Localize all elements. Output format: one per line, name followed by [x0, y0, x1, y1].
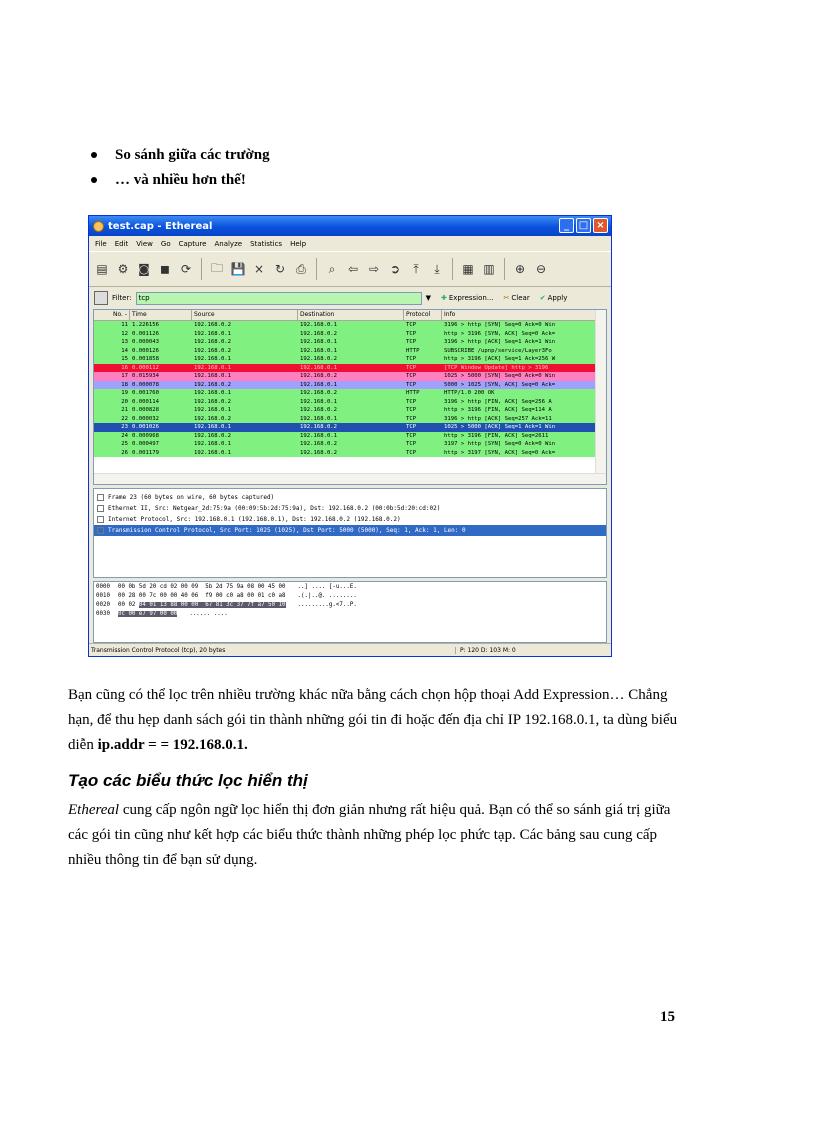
menu-edit[interactable]: Edit [114, 239, 129, 248]
packet-cell-proto: TCP [406, 339, 417, 345]
packet-cell-dst: 192.168.0.2 [300, 373, 338, 379]
packet-row[interactable] [94, 440, 606, 449]
packet-cell-info: http > 3197 [SYN, ACK] Seq=0 Ack= [444, 449, 556, 456]
packet-row[interactable] [94, 355, 606, 364]
packet-cell-dst: 192.168.0.2 [300, 424, 338, 430]
packet-row[interactable] [94, 364, 606, 373]
zoom-in-icon[interactable]: ⊕ [514, 262, 526, 276]
toolbar-separator [452, 258, 453, 280]
packet-cell-time: 0.000968 [132, 432, 159, 439]
packet-cell-info: 1025 > 5000 [ACK] Seq=1 Ack=1 Win [444, 424, 556, 430]
page-number: 15 [660, 1009, 675, 1025]
column-header[interactable]: Info [442, 310, 604, 320]
packet-cell-src: 192.168.0.1 [194, 356, 232, 362]
packet-list-horizontal-scrollbar[interactable] [94, 473, 606, 484]
packet-cell-src: 192.168.0.1 [194, 407, 232, 413]
packet-cell-no: 17 [121, 373, 128, 379]
packet-cell-no: 14 [121, 347, 128, 354]
packet-cell-time: 0.000828 [132, 407, 159, 413]
packet-cell-src: 192.168.0.1 [194, 441, 232, 447]
packet-bytes-pane [93, 581, 607, 643]
packet-cell-no: 15 [121, 356, 128, 362]
open-folder-icon[interactable]: 🗀 [210, 260, 223, 275]
maximize-button[interactable]: □ [576, 218, 591, 233]
packet-cell-info: 3196 > http [FIN, ACK] Seq=256 A [444, 398, 552, 405]
packet-cell-no: 16 [121, 364, 128, 371]
menu-capture[interactable]: Capture [178, 239, 207, 248]
toolbar-separator [316, 258, 317, 280]
packet-cell-time: 0.015934 [132, 373, 159, 379]
packet-cell-time: 0.001760 [132, 390, 159, 396]
close-file-icon[interactable]: × [253, 262, 265, 276]
column-header[interactable]: Time [130, 310, 192, 320]
hex-ascii: .........g.<7..P. [297, 602, 357, 608]
section-heading: Tạo các biểu thức lọc hiển thị [68, 771, 308, 790]
back-arrow-icon[interactable]: ⇦ [347, 262, 359, 276]
detail-tree-row[interactable] [94, 492, 606, 503]
packet-cell-time: 0.001179 [132, 449, 159, 456]
packet-cell-no: 26 [121, 449, 128, 456]
packet-cell-src: 192.168.0.2 [194, 347, 232, 354]
packet-cell-src: 192.168.0.1 [194, 424, 232, 430]
forward-arrow-icon[interactable]: ⇨ [368, 262, 380, 276]
status-right: P: 120 D: 103 M: 0 [460, 646, 516, 654]
packet-cell-dst: 192.168.0.2 [300, 330, 338, 337]
packet-cell-src: 192.168.0.2 [194, 398, 232, 405]
restart-icon[interactable]: ⟳ [180, 262, 192, 276]
packet-cell-info: 3196 > http [ACK] Seq=1 Ack=1 Win [444, 339, 556, 345]
packet-cell-src: 192.168.0.1 [194, 330, 232, 337]
hex-bytes-highlighted: 0c 00 e7 97 00 00 [117, 611, 178, 617]
check-icon: ✔ [539, 294, 546, 302]
paragraph-display-filters: Ethereal cung cấp ngôn ngữ lọc hiển thị đơn giản nhưng rất hiệu quả. Bạn có thể so sánh giá trị giữa các gói tin cũng như kết hợp các biểu thức thành những phép lọc phức tạp. Các bảng sau cung cấp nhiều thông tin để bạn sử dụng. [68, 802, 671, 868]
packet-cell-proto: TCP [406, 330, 417, 337]
hex-ascii: .(.|..@. ........ [297, 593, 357, 599]
hex-row [94, 601, 606, 610]
bullet-item: So sánh giữa các trường [88, 143, 270, 168]
menu-file[interactable]: File [95, 239, 107, 248]
packet-row[interactable] [94, 423, 606, 432]
packet-cell-dst: 192.168.0.2 [300, 356, 338, 362]
menu-view[interactable]: View [136, 239, 153, 248]
packet-cell-time: 0.000126 [132, 347, 159, 354]
title-bar [89, 216, 611, 236]
packet-cell-proto: TCP [406, 432, 417, 439]
packet-cell-time: 0.001858 [132, 356, 159, 362]
plus-icon: ✚ [440, 294, 447, 302]
packet-cell-proto: TCP [406, 407, 417, 413]
packet-list-vertical-scrollbar[interactable] [595, 310, 606, 474]
detail-text: Ethernet II, Src: Netgear_2d:75:9a (00:09:5b:2d:75:9a), Dst: 192.168.0.2 (00:0b:5d:20:cd:02) [108, 505, 441, 512]
packet-row[interactable] [94, 381, 606, 390]
packet-cell-no: 20 [121, 398, 128, 405]
packet-cell-time: 1.226156 [132, 322, 159, 328]
packet-cell-no: 25 [121, 441, 128, 447]
packet-cell-proto: TCP [406, 441, 417, 447]
hex-offset: 0020 [96, 602, 110, 608]
packet-cell-src: 192.168.0.2 [194, 381, 232, 388]
toolbar-separator [201, 258, 202, 280]
hex-offset: 0000 [96, 584, 110, 590]
goto-icon[interactable]: ➲ [389, 262, 401, 276]
packet-cell-info: 5000 > 1025 [SYN, ACK] Seq=0 Ack= [444, 381, 556, 388]
packet-cell-src: 192.168.0.1 [194, 373, 232, 379]
packet-cell-no: 19 [121, 390, 128, 396]
packet-cell-info: 3197 > http [SYN] Seq=0 Ack=0 Win [444, 441, 556, 447]
ethereal-app-icon [93, 221, 104, 232]
column-header[interactable]: No. - [94, 310, 130, 320]
clear-button[interactable]: ✂ Clear [503, 294, 530, 302]
packet-cell-no: 13 [121, 339, 128, 345]
bottom-icon[interactable]: ⤓ [434, 261, 440, 276]
packet-cell-proto: TCP [406, 415, 417, 422]
packet-row[interactable] [94, 347, 606, 356]
packet-cell-src: 192.168.0.2 [194, 432, 232, 439]
menu-go[interactable]: Go [160, 239, 171, 248]
hex-bytes: 00 0b 5d 20 cd 02 00 09 5b 2d 75 9a 08 00 45 00 [117, 584, 286, 590]
packet-cell-src: 192.168.0.2 [194, 322, 232, 328]
packet-row[interactable] [94, 321, 606, 330]
packet-cell-time: 0.000078 [132, 381, 159, 388]
packet-row[interactable] [94, 330, 606, 339]
start-capture-icon[interactable]: ◙ [138, 262, 150, 276]
expand-icon[interactable] [97, 527, 104, 534]
packet-cell-proto: TCP [406, 424, 417, 430]
packet-cell-info: SUBSCRIBE /upnp/service/Layer3Fo [444, 347, 552, 354]
menu-analyze[interactable]: Analyze [214, 239, 243, 248]
menu-statistics[interactable]: Statistics [250, 239, 283, 248]
ethereal-window [88, 215, 612, 657]
detail-tree-row[interactable] [94, 514, 606, 525]
packet-cell-proto: TCP [406, 449, 417, 456]
packet-cell-dst: 192.168.0.1 [300, 381, 338, 388]
packet-cell-proto: TCP [406, 356, 417, 362]
detail-tree-row[interactable] [94, 503, 606, 514]
hex-ascii: ...... .... [189, 611, 228, 617]
hex-row [94, 583, 606, 592]
save-icon[interactable]: 💾 [230, 262, 246, 276]
hex-offset: 0010 [96, 593, 110, 599]
packet-cell-proto: TCP [406, 322, 417, 328]
packet-cell-no: 18 [121, 381, 128, 388]
column-header[interactable]: Protocol [404, 310, 442, 320]
reload-icon[interactable]: ↻ [274, 262, 286, 276]
minimize-button[interactable]: _ [559, 218, 574, 233]
filter-label[interactable]: Filter: [112, 294, 132, 302]
hex-bytes-highlighted: 04 01 13 88 00 00 67 81 3c 37 7f a7 50 10 [138, 602, 286, 608]
packet-cell-no: 22 [121, 415, 128, 422]
packet-cell-time: 0.001126 [132, 330, 159, 337]
packet-cell-no: 23 [121, 424, 128, 430]
packet-cell-info: 1025 > 5000 [SYN] Seq=0 Ack=0 Win [444, 373, 556, 379]
status-left: Transmission Control Protocol (tcp), 20 bytes [89, 647, 456, 654]
packet-cell-proto: TCP [406, 381, 417, 388]
packet-cell-dst: 192.168.0.1 [300, 339, 338, 345]
main-toolbar [89, 251, 611, 287]
packet-cell-time: 0.000032 [132, 415, 159, 422]
packet-cell-time: 0.000497 [132, 441, 159, 447]
packet-cell-time: 0.000114 [132, 398, 159, 405]
detail-text: Transmission Control Protocol, Src Port: 1025 (1025), Dst Port: 5000 (5000), Seq: 1, Ack: 1, Len: 0 [108, 527, 466, 534]
colorize-icon[interactable]: ▦ [462, 262, 474, 276]
hex-bytes: 00 02 [117, 602, 139, 608]
packet-row[interactable] [94, 398, 606, 407]
packet-list [93, 309, 607, 485]
detail-text: Internet Protocol, Src: 192.168.0.1 (192.168.0.1), Dst: 192.168.0.2 (192.168.0.2) [108, 516, 401, 523]
autoscroll-icon[interactable]: ▥ [483, 262, 495, 276]
hex-row [94, 592, 606, 601]
packet-cell-dst: 192.168.0.1 [300, 398, 338, 405]
packet-cell-info: http > 3196 [ACK] Seq=1 Ack=256 W [444, 356, 556, 362]
packet-cell-time: 0.000043 [132, 339, 159, 345]
packet-row[interactable] [94, 389, 606, 398]
packet-cell-src: 192.168.0.2 [194, 415, 232, 422]
packet-cell-proto: TCP [406, 373, 417, 379]
packet-cell-src: 192.168.0.1 [194, 449, 232, 456]
toolbar-separator [504, 258, 505, 280]
packet-cell-time: 0.001026 [132, 424, 159, 430]
hex-bytes: 00 28 00 7c 00 00 40 06 f9 00 c0 a8 00 01 c0 a8 [117, 593, 286, 599]
filter-expression-code: ip.addr = = 192.168.0.1. [97, 737, 248, 753]
apply-button[interactable]: ✔ Apply [539, 294, 568, 302]
packet-cell-info: [TCP Window Update] http > 3196 [444, 364, 549, 371]
packet-cell-proto: HTTP [406, 347, 420, 354]
packet-row[interactable] [94, 372, 606, 381]
packet-cell-proto: HTTP [406, 390, 420, 396]
filter-toolbar [89, 287, 611, 309]
packet-cell-info: http > 3196 [FIN, ACK] Seq=114 A [444, 407, 552, 413]
packet-cell-src: 192.168.0.1 [194, 390, 232, 396]
packet-cell-info: http > 3196 [SYN, ACK] Seq=0 Ack= [444, 330, 556, 337]
expand-icon[interactable] [97, 494, 104, 501]
stop-capture-icon[interactable]: ◼ [160, 262, 170, 276]
close-button[interactable]: × [593, 218, 608, 233]
packet-cell-proto: TCP [406, 364, 417, 371]
packet-row[interactable] [94, 338, 606, 347]
bullet-list [88, 143, 270, 193]
bullet-item: … và nhiều hơn thế! [88, 168, 270, 193]
expand-icon[interactable] [97, 505, 104, 512]
find-icon[interactable]: ⌕ [328, 261, 336, 276]
window-title: test.cap - Ethereal [108, 220, 213, 232]
packet-cell-info: 3196 > http [SYN] Seq=0 Ack=0 Win [444, 322, 556, 328]
expression-button[interactable]: ✚ Expression... [440, 294, 494, 302]
detail-text: Frame 23 (60 bytes on wire, 60 bytes captured) [108, 494, 275, 501]
top-icon[interactable]: ⤒ [413, 261, 419, 276]
packet-cell-dst: 192.168.0.2 [300, 441, 338, 447]
packet-cell-dst: 192.168.0.2 [300, 449, 338, 456]
capture-options-icon[interactable]: ⚙ [117, 262, 129, 276]
packet-row[interactable] [94, 449, 606, 458]
filter-icon[interactable] [94, 291, 108, 305]
packet-cell-src: 192.168.0.2 [194, 339, 232, 345]
menu-help[interactable]: Help [290, 239, 307, 248]
packet-cell-proto: TCP [406, 398, 417, 405]
packet-cell-info: HTTP/1.0 200 OK [444, 390, 495, 396]
packet-cell-dst: 192.168.0.1 [300, 432, 338, 439]
packet-cell-no: 24 [121, 432, 128, 439]
packet-cell-dst: 192.168.0.1 [300, 347, 338, 354]
packet-list-header [94, 310, 606, 321]
expand-icon[interactable] [97, 516, 104, 523]
zoom-out-icon[interactable]: ⊖ [535, 262, 547, 276]
status-bar [89, 643, 611, 656]
filter-dropdown-icon[interactable]: ▼ [425, 294, 431, 302]
column-header[interactable]: Source [192, 310, 298, 320]
hex-row [94, 610, 606, 619]
packet-cell-info: 3196 > http [ACK] Seq=257 Ack=11 [444, 415, 552, 422]
column-header[interactable]: Destination [298, 310, 404, 320]
paragraph-add-expression: Bạn cũng có thể lọc trên nhiều trường khác nữa bằng cách chọn hộp thoại Add Expression… Chẳng hạn, để thu hẹp danh sách gói tin thành những gói tin đi hoặc đến địa chỉ IP 192.168.0.1, ta dùng biểu diễn ip.addr = = 192.168.0.1. [68, 687, 678, 753]
packet-details-pane [93, 488, 607, 578]
packet-row[interactable] [94, 432, 606, 441]
filter-input[interactable]: tcp [136, 292, 422, 305]
broom-icon: ✂ [503, 294, 510, 302]
packet-cell-src: 192.168.0.1 [194, 364, 232, 371]
ethereal-name: Ethereal [68, 802, 120, 818]
hex-offset: 0030 [96, 611, 110, 617]
packet-cell-no: 21 [121, 407, 128, 413]
print-icon[interactable]: ⎙ [296, 261, 306, 276]
packet-cell-dst: 192.168.0.2 [300, 390, 338, 396]
hex-ascii: ..] .... [-u...E. [297, 584, 357, 590]
packet-cell-dst: 192.168.0.2 [300, 407, 338, 413]
packet-cell-dst: 192.168.0.1 [300, 322, 338, 328]
menu-bar [89, 236, 611, 251]
packet-cell-info: http > 3196 [FIN, ACK] Seq=2611 [444, 432, 549, 439]
list-icon[interactable]: ▤ [96, 262, 108, 276]
packet-cell-no: 12 [121, 330, 128, 337]
packet-cell-no: 11 [121, 322, 128, 328]
packet-row[interactable] [94, 415, 606, 424]
packet-row[interactable] [94, 406, 606, 415]
packet-cell-dst: 192.168.0.1 [300, 415, 338, 422]
packet-cell-time: 0.000112 [132, 364, 159, 371]
detail-tree-row[interactable] [94, 525, 606, 536]
packet-cell-dst: 192.168.0.1 [300, 364, 338, 371]
